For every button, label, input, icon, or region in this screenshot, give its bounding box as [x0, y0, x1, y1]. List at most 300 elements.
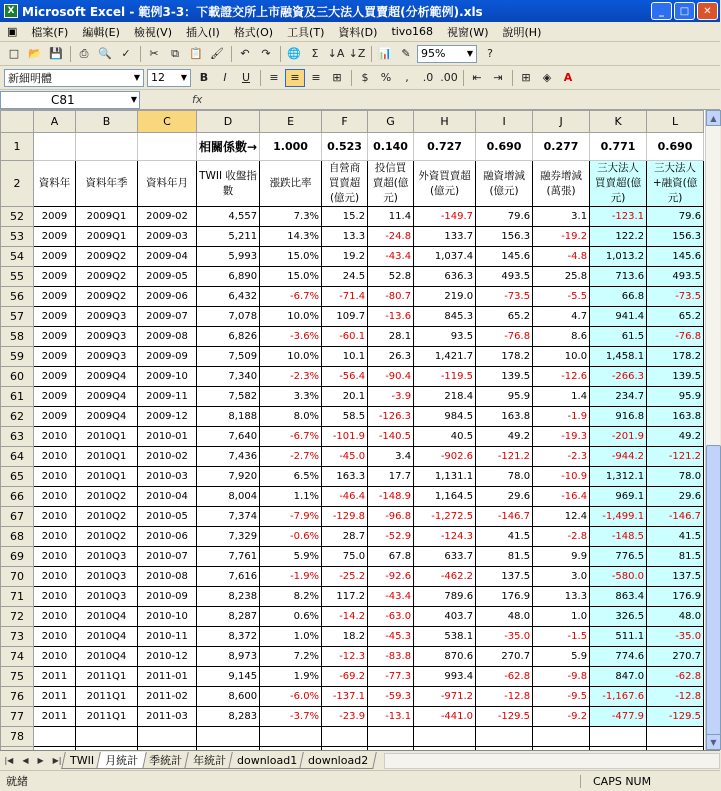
header-cell[interactable]: 資料年月 — [138, 161, 197, 207]
menu-edit[interactable]: 編輯(E) — [82, 25, 120, 39]
cell[interactable]: -580.0 — [590, 567, 647, 587]
cell[interactable]: 2010-01 — [138, 427, 197, 447]
cell[interactable]: 7,640 — [197, 427, 260, 447]
column-header[interactable]: K — [590, 111, 647, 133]
cell[interactable]: 2009-02 — [138, 207, 197, 227]
cell[interactable]: 1,164.5 — [414, 487, 476, 507]
correlation-value[interactable]: 0.690 — [647, 133, 704, 161]
cell[interactable]: -92.6 — [368, 567, 414, 587]
column-header[interactable]: D — [197, 111, 260, 133]
row-header[interactable]: 76 — [1, 687, 34, 707]
cell[interactable]: 79.6 — [647, 207, 704, 227]
cell[interactable]: -52.9 — [368, 527, 414, 547]
increase-indent-icon[interactable]: ⇥ — [493, 71, 503, 84]
cell[interactable]: 133.7 — [414, 227, 476, 247]
cell[interactable]: 7,078 — [197, 307, 260, 327]
cell[interactable]: -59.3 — [368, 687, 414, 707]
cell[interactable]: 1.0 — [533, 607, 590, 627]
cell[interactable]: -101.9 — [322, 427, 368, 447]
sort-asc-icon[interactable]: ↓A — [327, 47, 345, 60]
cell[interactable]: 10.1 — [322, 347, 368, 367]
merge-center-icon[interactable]: ⊞ — [332, 71, 342, 84]
header-cell[interactable]: 資料年季 — [76, 161, 138, 207]
cell[interactable]: 109.7 — [322, 307, 368, 327]
cell[interactable] — [368, 727, 414, 747]
cell[interactable]: 4,557 — [197, 207, 260, 227]
cell[interactable]: 7,761 — [197, 547, 260, 567]
cell[interactable]: 66.8 — [590, 287, 647, 307]
cell[interactable]: 78.0 — [647, 467, 704, 487]
cell[interactable]: 2010Q3 — [76, 587, 138, 607]
cell[interactable]: -6.7% — [260, 287, 322, 307]
cell[interactable]: -46.4 — [322, 487, 368, 507]
undo-icon[interactable]: ↶ — [240, 47, 250, 60]
cell[interactable]: 18.2 — [322, 627, 368, 647]
row-header[interactable]: 71 — [1, 587, 34, 607]
cell[interactable]: -129.8 — [322, 507, 368, 527]
header-cell[interactable]: 融券增減(萬張) — [533, 161, 590, 207]
row-header[interactable]: 2 — [1, 161, 34, 207]
menu-data[interactable]: 資料(D) — [338, 25, 378, 39]
cell[interactable]: -1,167.6 — [590, 687, 647, 707]
cell[interactable] — [476, 727, 533, 747]
cell[interactable]: 2011 — [34, 687, 76, 707]
cell[interactable]: -4.8 — [533, 247, 590, 267]
autosum-icon[interactable]: Σ — [311, 47, 319, 60]
cell[interactable]: -73.5 — [647, 287, 704, 307]
cell[interactable]: 95.9 — [476, 387, 533, 407]
cell[interactable]: 65.2 — [647, 307, 704, 327]
cell[interactable]: 9.9 — [533, 547, 590, 567]
cell[interactable]: -9.5 — [533, 687, 590, 707]
cell[interactable]: -1.9% — [260, 567, 322, 587]
cell[interactable]: 2009 — [34, 367, 76, 387]
cell[interactable]: 41.5 — [476, 527, 533, 547]
save-icon[interactable]: 💾 — [49, 47, 63, 60]
cell[interactable] — [138, 727, 197, 747]
cell[interactable]: 2009Q4 — [76, 367, 138, 387]
cell[interactable]: -6.7% — [260, 427, 322, 447]
bold-icon[interactable]: B — [199, 71, 209, 84]
header-cell[interactable]: TWII 收盤指數 — [197, 161, 260, 207]
cell[interactable]: -62.8 — [476, 667, 533, 687]
cell[interactable]: 2010Q2 — [76, 487, 138, 507]
header-cell[interactable]: 外資買賣超(億元) — [414, 161, 476, 207]
cell[interactable]: 2010-10 — [138, 607, 197, 627]
cell[interactable]: 7,374 — [197, 507, 260, 527]
cell[interactable]: 2009Q1 — [76, 227, 138, 247]
horizontal-scrollbar[interactable] — [384, 753, 721, 769]
cell[interactable]: -2.3% — [260, 367, 322, 387]
cell[interactable]: 26.3 — [368, 347, 414, 367]
cell[interactable]: -35.0 — [647, 627, 704, 647]
cell[interactable]: 2010 — [34, 547, 76, 567]
row-header[interactable]: 54 — [1, 247, 34, 267]
row-header[interactable]: 52 — [1, 207, 34, 227]
cell[interactable] — [76, 133, 138, 161]
cell[interactable]: 81.5 — [647, 547, 704, 567]
cell[interactable]: 24.5 — [322, 267, 368, 287]
cell[interactable]: 2011-02 — [138, 687, 197, 707]
cell[interactable]: 49.2 — [476, 427, 533, 447]
cell[interactable]: 2009Q4 — [76, 407, 138, 427]
cell[interactable]: 2010-06 — [138, 527, 197, 547]
cell[interactable]: -201.9 — [590, 427, 647, 447]
cell[interactable]: 2010 — [34, 527, 76, 547]
cell[interactable]: 61.5 — [590, 327, 647, 347]
cell[interactable]: -9.2 — [533, 707, 590, 727]
cell[interactable]: 2009-10 — [138, 367, 197, 387]
cell[interactable]: -1.5 — [533, 627, 590, 647]
cell[interactable]: 139.5 — [476, 367, 533, 387]
row-header[interactable]: 55 — [1, 267, 34, 287]
row-header[interactable]: 68 — [1, 527, 34, 547]
doc-icon[interactable]: ▣ — [7, 25, 18, 38]
cell[interactable]: 2010Q1 — [76, 427, 138, 447]
cell[interactable]: 8,283 — [197, 707, 260, 727]
cell[interactable]: -148.9 — [368, 487, 414, 507]
cell[interactable]: -12.8 — [647, 687, 704, 707]
column-header[interactable]: L — [647, 111, 704, 133]
cell[interactable]: 19.2 — [322, 247, 368, 267]
cell[interactable]: -12.3 — [322, 647, 368, 667]
row-header[interactable]: 1 — [1, 133, 34, 161]
cell[interactable]: 6.5% — [260, 467, 322, 487]
cell[interactable]: -2.7% — [260, 447, 322, 467]
cell[interactable]: -9.8 — [533, 667, 590, 687]
cell[interactable]: 493.5 — [476, 267, 533, 287]
cell[interactable]: -146.7 — [476, 507, 533, 527]
decrease-decimal-icon[interactable]: .00 — [440, 71, 458, 84]
menu-file[interactable]: 檔案(F) — [31, 25, 69, 39]
cell[interactable]: 2010 — [34, 447, 76, 467]
cell[interactable]: 29.6 — [647, 487, 704, 507]
row-header[interactable]: 61 — [1, 387, 34, 407]
menu-view[interactable]: 檢視(V) — [133, 25, 172, 39]
copy-icon[interactable]: ⧉ — [171, 46, 179, 60]
name-box[interactable]: C81 ▼ — [0, 91, 140, 109]
cell[interactable]: 8,238 — [197, 587, 260, 607]
cell[interactable]: -23.9 — [322, 707, 368, 727]
cell[interactable]: 2010Q3 — [76, 567, 138, 587]
cell[interactable]: 633.7 — [414, 547, 476, 567]
cell[interactable]: 29.6 — [476, 487, 533, 507]
cell[interactable]: -6.0% — [260, 687, 322, 707]
cell[interactable]: 2009Q2 — [76, 287, 138, 307]
cell[interactable]: 2010Q3 — [76, 547, 138, 567]
cell[interactable]: -266.3 — [590, 367, 647, 387]
cell[interactable]: 93.5 — [414, 327, 476, 347]
cell[interactable]: 2010Q2 — [76, 527, 138, 547]
cell[interactable]: -71.4 — [322, 287, 368, 307]
cell[interactable]: -43.4 — [368, 247, 414, 267]
spelling-icon[interactable]: ✓ — [121, 47, 131, 60]
cell[interactable]: 163.8 — [647, 407, 704, 427]
column-header[interactable]: J — [533, 111, 590, 133]
cell[interactable]: 2010Q2 — [76, 507, 138, 527]
cell[interactable]: 2010 — [34, 607, 76, 627]
cell[interactable]: 7,436 — [197, 447, 260, 467]
cell[interactable] — [34, 727, 76, 747]
cell[interactable]: 270.7 — [647, 647, 704, 667]
format-painter-icon[interactable]: 🖌 — [210, 47, 224, 60]
header-cell[interactable]: 三大法人買賣超(億元) — [590, 161, 647, 207]
column-header[interactable]: I — [476, 111, 533, 133]
cell[interactable]: 2009 — [34, 407, 76, 427]
cell[interactable]: 8,004 — [197, 487, 260, 507]
cell[interactable]: 2010 — [34, 627, 76, 647]
cell[interactable]: 2010Q4 — [76, 647, 138, 667]
cut-icon[interactable]: ✂ — [149, 47, 159, 60]
cell[interactable]: -129.5 — [476, 707, 533, 727]
cell[interactable]: 13.3 — [533, 587, 590, 607]
cell[interactable]: -83.8 — [368, 647, 414, 667]
cell[interactable]: 95.9 — [647, 387, 704, 407]
row-header[interactable]: 58 — [1, 327, 34, 347]
cell[interactable]: 2009 — [34, 207, 76, 227]
correlation-value[interactable]: 0.771 — [590, 133, 647, 161]
scroll-thumb[interactable] — [706, 445, 721, 735]
cell[interactable]: -3.6% — [260, 327, 322, 347]
cell[interactable]: -12.8 — [476, 687, 533, 707]
cell[interactable]: 2009-05 — [138, 267, 197, 287]
cell[interactable]: 2009-09 — [138, 347, 197, 367]
cell[interactable]: 969.1 — [590, 487, 647, 507]
row-header[interactable]: 56 — [1, 287, 34, 307]
cell[interactable]: -56.4 — [322, 367, 368, 387]
cell[interactable]: -10.9 — [533, 467, 590, 487]
cell[interactable]: 2009-04 — [138, 247, 197, 267]
preview-icon[interactable]: 🔍 — [98, 47, 112, 60]
cell[interactable]: 1,013.2 — [590, 247, 647, 267]
cell[interactable]: 2010 — [34, 587, 76, 607]
cell[interactable]: -944.2 — [590, 447, 647, 467]
font-select[interactable]: 新細明體 ▼ — [4, 69, 144, 87]
cell[interactable]: -137.1 — [322, 687, 368, 707]
row-header[interactable]: 57 — [1, 307, 34, 327]
cell[interactable]: 2009Q1 — [76, 207, 138, 227]
cell[interactable]: 8.6 — [533, 327, 590, 347]
cell[interactable]: 2009-03 — [138, 227, 197, 247]
column-header[interactable]: A — [34, 111, 76, 133]
cell[interactable]: 7,582 — [197, 387, 260, 407]
cell[interactable]: -119.5 — [414, 367, 476, 387]
cell[interactable]: 2009Q3 — [76, 307, 138, 327]
cell[interactable]: 2010 — [34, 507, 76, 527]
first-tab-icon[interactable]: |◀ — [4, 756, 14, 765]
cell[interactable]: -149.7 — [414, 207, 476, 227]
cell[interactable]: 17.7 — [368, 467, 414, 487]
correlation-value[interactable]: 0.523 — [322, 133, 368, 161]
cell[interactable]: 52.8 — [368, 267, 414, 287]
row-header[interactable]: 66 — [1, 487, 34, 507]
cell[interactable]: -90.4 — [368, 367, 414, 387]
row-header[interactable]: 64 — [1, 447, 34, 467]
cell[interactable]: 7,920 — [197, 467, 260, 487]
cell[interactable]: 14.3% — [260, 227, 322, 247]
cell[interactable]: 2011 — [34, 667, 76, 687]
cell[interactable]: 2010-11 — [138, 627, 197, 647]
cell[interactable]: -5.5 — [533, 287, 590, 307]
cell[interactable]: 139.5 — [647, 367, 704, 387]
cell[interactable]: 48.0 — [647, 607, 704, 627]
cell[interactable]: -121.2 — [476, 447, 533, 467]
menu-help[interactable]: 說明(H) — [502, 25, 542, 39]
cell[interactable] — [138, 133, 197, 161]
cell[interactable]: 2010-08 — [138, 567, 197, 587]
zoom-select[interactable]: 95% ▼ — [417, 45, 477, 63]
cell[interactable]: 122.2 — [590, 227, 647, 247]
row-header[interactable]: 63 — [1, 427, 34, 447]
cell[interactable]: -25.2 — [322, 567, 368, 587]
cell[interactable]: 219.0 — [414, 287, 476, 307]
cell[interactable]: -971.2 — [414, 687, 476, 707]
cell[interactable]: 2009Q2 — [76, 247, 138, 267]
cell[interactable]: 178.2 — [476, 347, 533, 367]
tab-monthly[interactable]: 月統計 — [96, 752, 147, 769]
maximize-button[interactable]: □ — [674, 2, 695, 20]
cell[interactable]: 511.1 — [590, 627, 647, 647]
cell[interactable]: 10.0% — [260, 347, 322, 367]
cell[interactable]: 1.9% — [260, 667, 322, 687]
cell[interactable]: 5.9% — [260, 547, 322, 567]
cell[interactable]: 15.0% — [260, 247, 322, 267]
cell[interactable]: 847.0 — [590, 667, 647, 687]
cell[interactable]: 3.4 — [368, 447, 414, 467]
chart-icon[interactable]: 📊 — [378, 47, 392, 60]
correlation-value[interactable]: 0.140 — [368, 133, 414, 161]
cell[interactable]: 8.2% — [260, 587, 322, 607]
row-header[interactable]: 74 — [1, 647, 34, 667]
cell[interactable]: 1,312.1 — [590, 467, 647, 487]
cell[interactable]: 20.1 — [322, 387, 368, 407]
redo-icon[interactable]: ↷ — [261, 47, 271, 60]
cell[interactable]: 145.6 — [476, 247, 533, 267]
cell[interactable]: 2010-02 — [138, 447, 197, 467]
cell[interactable]: 145.6 — [647, 247, 704, 267]
cell[interactable]: -121.2 — [647, 447, 704, 467]
cell[interactable]: -3.9 — [368, 387, 414, 407]
cell[interactable]: 2009-06 — [138, 287, 197, 307]
cell[interactable]: 2011Q1 — [76, 707, 138, 727]
cell[interactable]: -12.6 — [533, 367, 590, 387]
cell[interactable]: 65.2 — [476, 307, 533, 327]
cell[interactable]: -76.8 — [476, 327, 533, 347]
cell[interactable]: 1,131.1 — [414, 467, 476, 487]
cell[interactable]: 41.5 — [647, 527, 704, 547]
cell[interactable]: 2010Q1 — [76, 467, 138, 487]
cell[interactable]: 234.7 — [590, 387, 647, 407]
cell[interactable]: -45.0 — [322, 447, 368, 467]
increase-decimal-icon[interactable]: .0 — [422, 71, 434, 84]
percent-icon[interactable]: % — [380, 71, 392, 84]
cell[interactable]: 984.5 — [414, 407, 476, 427]
cell[interactable]: 941.4 — [590, 307, 647, 327]
tab-twii[interactable]: TWII — [61, 752, 103, 769]
help-icon[interactable]: ? — [487, 47, 493, 60]
header-cell[interactable]: 三大法人+融資(億元) — [647, 161, 704, 207]
cell[interactable]: 2010-03 — [138, 467, 197, 487]
cell[interactable]: 11.4 — [368, 207, 414, 227]
cell[interactable]: 270.7 — [476, 647, 533, 667]
cell[interactable]: 2009-12 — [138, 407, 197, 427]
cell[interactable]: -1,272.5 — [414, 507, 476, 527]
cell[interactable]: -77.3 — [368, 667, 414, 687]
cell[interactable] — [322, 727, 368, 747]
currency-icon[interactable]: $ — [361, 71, 369, 84]
cell[interactable]: 2009 — [34, 287, 76, 307]
cell[interactable]: -462.2 — [414, 567, 476, 587]
cell[interactable]: -45.3 — [368, 627, 414, 647]
cell[interactable]: 25.8 — [533, 267, 590, 287]
decrease-indent-icon[interactable]: ⇤ — [472, 71, 482, 84]
cell[interactable]: 3.0 — [533, 567, 590, 587]
drawing-icon[interactable]: ✎ — [401, 47, 411, 60]
cell[interactable]: 7.2% — [260, 647, 322, 667]
cell[interactable]: 8,973 — [197, 647, 260, 667]
cell[interactable]: 2010-04 — [138, 487, 197, 507]
cell[interactable]: -60.1 — [322, 327, 368, 347]
cell[interactable]: 713.6 — [590, 267, 647, 287]
cell[interactable]: -902.6 — [414, 447, 476, 467]
close-button[interactable]: ✕ — [697, 2, 718, 20]
cell[interactable]: 2009Q3 — [76, 327, 138, 347]
cell[interactable]: 1.0% — [260, 627, 322, 647]
cell[interactable]: -126.3 — [368, 407, 414, 427]
tab-download1[interactable]: download1 — [228, 752, 306, 769]
cell[interactable]: 137.5 — [647, 567, 704, 587]
menu-tivo168[interactable]: tivo168 — [391, 25, 434, 38]
correlation-value[interactable]: 1.000 — [260, 133, 322, 161]
row-header[interactable]: 73 — [1, 627, 34, 647]
cell[interactable]: 1,458.1 — [590, 347, 647, 367]
cell[interactable]: 2010Q1 — [76, 447, 138, 467]
cell[interactable]: 1,421.7 — [414, 347, 476, 367]
cell[interactable]: 1.1% — [260, 487, 322, 507]
row-header[interactable]: 62 — [1, 407, 34, 427]
cell[interactable]: 178.2 — [647, 347, 704, 367]
cell[interactable]: 2010 — [34, 647, 76, 667]
cell[interactable]: 117.2 — [322, 587, 368, 607]
row-header[interactable]: 77 — [1, 707, 34, 727]
cell[interactable]: 9,145 — [197, 667, 260, 687]
row-header[interactable]: 78 — [1, 727, 34, 747]
cell[interactable]: 2010 — [34, 487, 76, 507]
cell[interactable]: 1.4 — [533, 387, 590, 407]
cell[interactable]: 28.7 — [322, 527, 368, 547]
cell[interactable]: 2011Q1 — [76, 687, 138, 707]
cell[interactable]: 58.5 — [322, 407, 368, 427]
cell[interactable]: 774.6 — [590, 647, 647, 667]
cell[interactable]: 67.8 — [368, 547, 414, 567]
fill-color-icon[interactable]: ◈ — [542, 71, 552, 84]
cell[interactable]: 48.0 — [476, 607, 533, 627]
cell[interactable]: 2009-11 — [138, 387, 197, 407]
cell[interactable]: 776.5 — [590, 547, 647, 567]
header-cell[interactable]: 資料年 — [34, 161, 76, 207]
cell[interactable]: 2009 — [34, 227, 76, 247]
cell[interactable]: -129.5 — [647, 707, 704, 727]
cell[interactable]: 2010-09 — [138, 587, 197, 607]
cell[interactable]: -35.0 — [476, 627, 533, 647]
cell[interactable]: 10.0 — [533, 347, 590, 367]
cell[interactable]: 493.5 — [647, 267, 704, 287]
cell[interactable]: -96.8 — [368, 507, 414, 527]
cell[interactable]: 12.4 — [533, 507, 590, 527]
cell[interactable]: 2011 — [34, 707, 76, 727]
cell[interactable]: -148.5 — [590, 527, 647, 547]
underline-icon[interactable]: U — [241, 71, 251, 84]
